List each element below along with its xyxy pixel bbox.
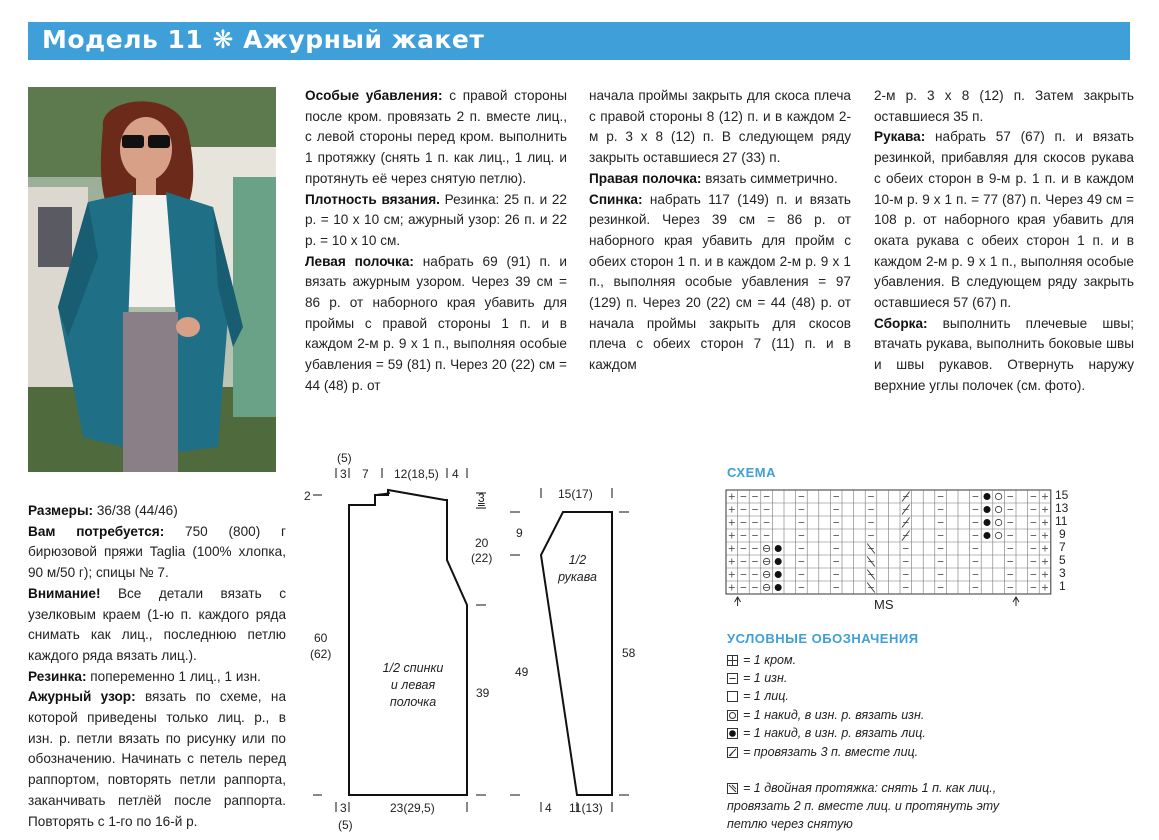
paragraph: 2-м р. 3 х 8 (12) п. Затем закрыть оставшиеся 35 п. <box>874 88 1134 124</box>
yarn-over-knit-icon <box>727 728 738 739</box>
yarn-over-purl-icon <box>727 710 738 721</box>
row-number: 1 <box>1059 579 1066 593</box>
dim-label: (5) <box>338 818 353 832</box>
paragraph: Сборка: выполнить плечевые швы; втачать рукава, выполнить боковые швы и швы рукавов. Отвернуть наружу верхние углы полочек (см. фото). <box>874 315 1134 393</box>
dim-label: 11(13) <box>569 801 603 815</box>
dim-label: 12(18,5) <box>394 467 439 481</box>
legend-item: = 1 кром. <box>727 651 796 669</box>
dim-label: 9 <box>516 526 523 540</box>
row-number: 13 <box>1055 501 1069 515</box>
schema-title: СХЕМА <box>727 465 776 480</box>
paragraph: Левая полочка: набрать 69 (91) п. и вязать ажурным узором. Через 39 см = 86 р. от наборного края убавить для проймы с правой стороны 1 п. и в каждом 2-м р. 9 х 1 п., выполняя особые убавления = 59 (81) п. Через 20 (22) см = 44 (48) р. от <box>305 253 567 393</box>
legend-item: = 1 двойная протяжка: снять 1 п. как лиц., провязать 2 п. вместе лиц. и протянуть эту петлю через снятую <box>727 781 1000 831</box>
dim-label: 49 <box>515 665 529 679</box>
dim-label: 23(29,5) <box>390 801 435 815</box>
legend-item: = 1 накид, в изн. р. вязать лиц. <box>727 724 926 742</box>
dim-label: 60 <box>314 631 328 645</box>
double-decrease-icon <box>727 783 738 794</box>
legend-title: УСЛОВНЫЕ ОБОЗНАЧЕНИЯ <box>727 631 919 646</box>
dim-label: (62) <box>310 647 332 661</box>
purl-icon <box>727 673 738 684</box>
dim-label: (22) <box>471 551 493 565</box>
paragraph: Спинка: набрать 117 (149) п. и вязать резинкой. Через 39 см = 86 р. от наборного края убавить для пройм с обеих сторон 1 п. и в каждом 2-м р. 9 х 1 п., выполняя особые убавления = 97 (129) п. Через 20 (22) см = 44 (48) р. от начала проймы закрыть для скосов плеча с обеих сторон 7 (11) п. и в каждом <box>589 191 851 373</box>
legend-item: = провязать 3 п. вместе лиц. <box>727 743 918 761</box>
dim-label: (5) <box>337 451 352 465</box>
page-title: Модель 11 ❋ Ажурный жакет <box>42 25 485 54</box>
row-number: 15 <box>1055 488 1069 502</box>
row-number: 9 <box>1059 527 1066 541</box>
paragraph: Плотность вязания. Резинка: 25 п. и 22 р. = 10 х 10 см; ажурный узор: 26 п. и 22 р. = 10 х 10 см. <box>305 191 567 248</box>
dim-label: 2 <box>304 489 311 503</box>
dim-label: 58 <box>622 646 636 660</box>
legend-item: = 1 изн. <box>727 669 787 687</box>
row-number: 5 <box>1059 553 1066 567</box>
paragraph: Особые убавления: с правой стороны после кром. провязать 2 п. вместе лиц., с левой стороны перед кром. выполнить 1 протяжку (снять 1 п. как лиц., 1 лиц. и протянуть её через снятую петлю). <box>305 88 567 186</box>
dim-label: 39 <box>476 686 490 700</box>
paragraph: Резинка: попеременно 1 лиц., 1 изн. <box>28 668 261 684</box>
ms-label: MS <box>874 597 894 612</box>
dim-label: 3 <box>340 801 347 815</box>
paragraph: Правая полочка: вязать симметрично. <box>589 170 838 186</box>
dim-label: 15(17) <box>558 487 593 501</box>
paragraph: Ажурный узор: вязать по схеме, на которой приведены только лиц. р., в изн. р. петли вязать по рисунку или по обозначению. Начинать с петель перед раппортом, повторять петли раппорта, заканчивать петлёй после раппорта. Повторять с 1-го по 16-й р. <box>28 689 286 829</box>
row-number: 3 <box>1059 566 1066 580</box>
paragraph: Внимание! Все детали вязать с узелковым краем (1-ю п. каждого ряда снимать как лиц., последнюю петлю каждого ряда вязать лиц.). <box>28 585 286 663</box>
paragraph: Размеры: 36/38 (44/46) <box>28 503 178 518</box>
piece-label: 1/2 спинки и левая полочка <box>382 661 444 709</box>
knitting-chart <box>722 486 1052 606</box>
paragraph: Рукава: набрать 57 (67) п. и вязать резинкой, прибавляя для скосов рукава с обеих сторон в 9-м р. 1 п. и в каждом 10-м р. 9 х 1 п. = 77 (87) п. Через 49 см = 108 р. от наборного края убавить для оката рукава с обеих сторон 1 п. и в каждом 2-м р. 9 х 1 п., выполняя особые убавления. В следующем ряду закрыть оставшиеся 57 (67) п. <box>874 129 1134 311</box>
paragraph: Вам потребуется: 750 (800) г бирюзовой пряжи Taglia (100% хлопка, 90 м/50 г); спицы № 7. <box>28 523 286 581</box>
row-number: 7 <box>1059 540 1066 554</box>
dim-label: 4 <box>452 467 459 481</box>
dim-label: 3 <box>340 467 347 481</box>
dim-label: 3 <box>478 491 485 505</box>
edge-stitch-icon <box>727 655 738 666</box>
dim-label: 20 <box>475 536 489 550</box>
knit-icon <box>727 691 738 702</box>
k3tog-icon <box>727 747 738 758</box>
paragraph: начала проймы закрыть для скоса плеча с правой стороны 8 (12) п. и в каждом 2-м р. 3 х 8 (12) п. В следующем ряду закрыть оставшиеся 27 (33) п. <box>589 88 851 166</box>
row-number: 11 <box>1055 514 1068 528</box>
piece-label: 1/2 рукава <box>558 553 597 584</box>
dim-label: 7 <box>362 467 369 481</box>
back-front-outline <box>349 490 467 795</box>
legend-item: = 1 лиц. <box>727 687 789 705</box>
dim-label: 4 <box>545 801 552 815</box>
legend-item: = 1 накид, в изн. р. вязать изн. <box>727 706 924 724</box>
